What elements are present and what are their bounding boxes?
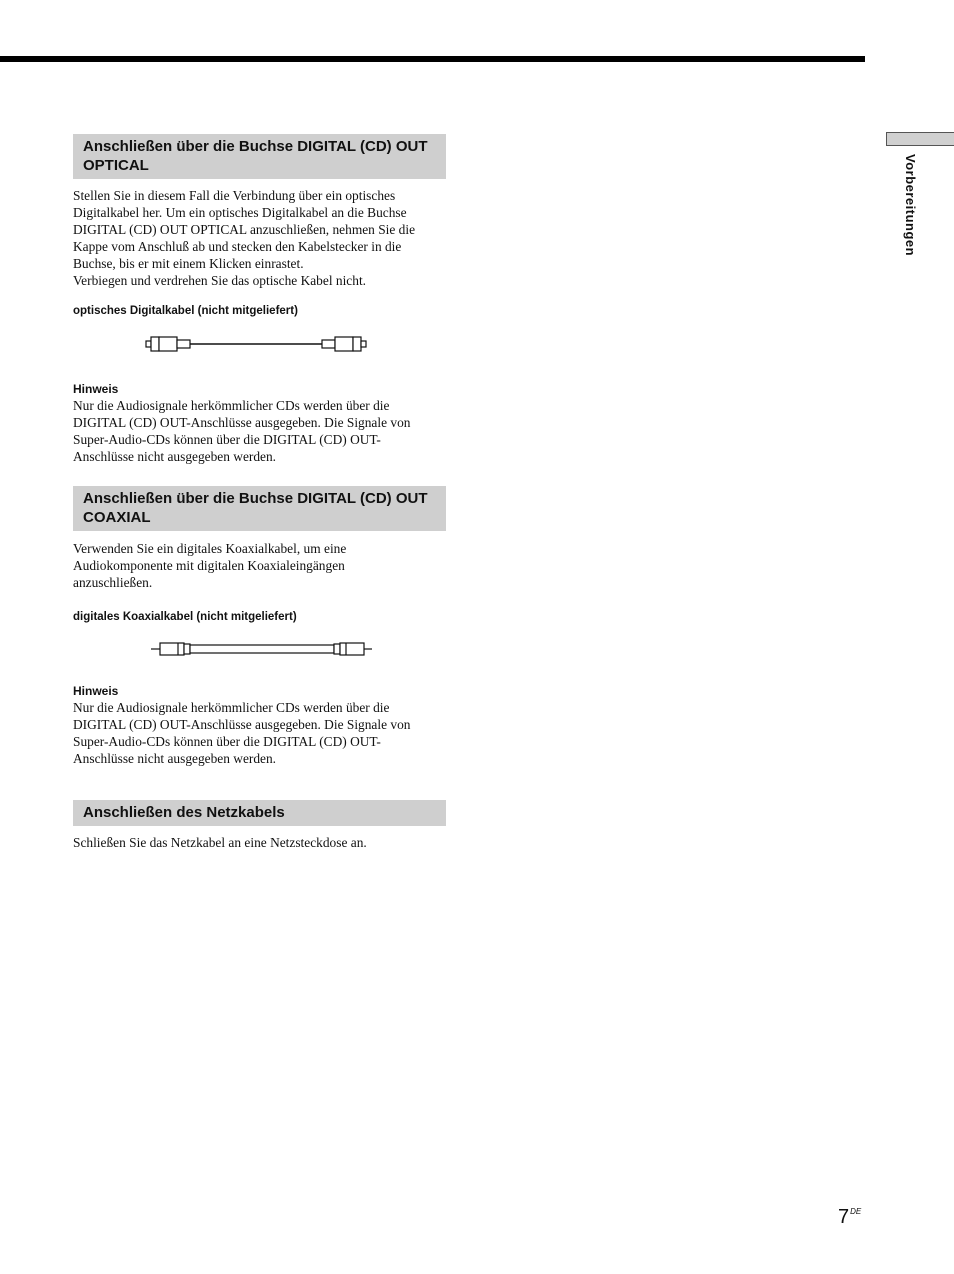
power-body (73, 835, 453, 852)
coaxial-note (73, 683, 433, 768)
coaxial-paragraph: Verwenden Sie ein digitales Koaxialkabel, um eine Audiokomponente mit digitalen Koaxialeingängen anzuschließen. (73, 541, 347, 590)
coaxial-body (73, 541, 383, 592)
optical-note (73, 381, 433, 466)
page-number (838, 1206, 861, 1229)
optical-cable-caption: optisches Digitalkabel (nicht mitgeliefert) (73, 305, 298, 317)
optical-cable-illustration (144, 334, 370, 354)
side-tab-marker (886, 132, 954, 146)
optical-note-text: Nur die Audiosignale herkömmlicher CDs werden über die DIGITAL (CD) OUT-Anschlüsse ausgegeben. Die Signale von Super-Audio-CDs können über die DIGITAL (CD) OUT-Anschlüsse nicht ausgegeben werden. (73, 398, 411, 464)
power-paragraph: Schließen Sie das Netzkabel an eine Netzsteckdose an. (73, 835, 367, 850)
coaxial-cable-caption: digitales Koaxialkabel (nicht mitgeliefert) (73, 611, 297, 623)
heading-power: Anschließen des Netzkabels (73, 800, 446, 826)
page-number-value: 7 (838, 1206, 850, 1228)
optical-note-title: Hinweis (73, 382, 119, 396)
optical-paragraph: Stellen Sie in diesem Fall die Verbindung über ein optisches Digitalkabel her. Um ein optisches Digitalkabel an die Buchse DIGITAL (CD) OUT OPTICAL anzuschließen, nehmen Sie die Kappe vom Anschluß ab und stecken den Kabelstecker in die Buchse, bis er mit einem Klicken einrastet. (73, 188, 416, 271)
coaxial-note-title: Hinweis (73, 684, 119, 698)
optical-paragraph-2: Verbiegen und verdrehen Sie das optische Kabel nicht. (73, 272, 367, 288)
coaxial-cable-illustration (150, 640, 374, 658)
top-rule (0, 56, 865, 62)
heading-coaxial: Anschließen über die Buchse DIGITAL (CD) OUT COAXIAL (73, 486, 446, 531)
coaxial-note-text: Nur die Audiosignale herkömmlicher CDs werden über die DIGITAL (CD) OUT-Anschlüsse ausgegeben. Die Signale von Super-Audio-CDs können über die DIGITAL (CD) OUT-Anschlüsse nicht ausgegeben werden. (73, 700, 411, 766)
heading-optical: Anschließen über die Buchse DIGITAL (CD) OUT OPTICAL (73, 134, 446, 179)
page-number-suffix: DE (850, 1207, 862, 1216)
side-tab-label: Vorbereitungen (903, 154, 918, 257)
optical-body (73, 188, 433, 289)
